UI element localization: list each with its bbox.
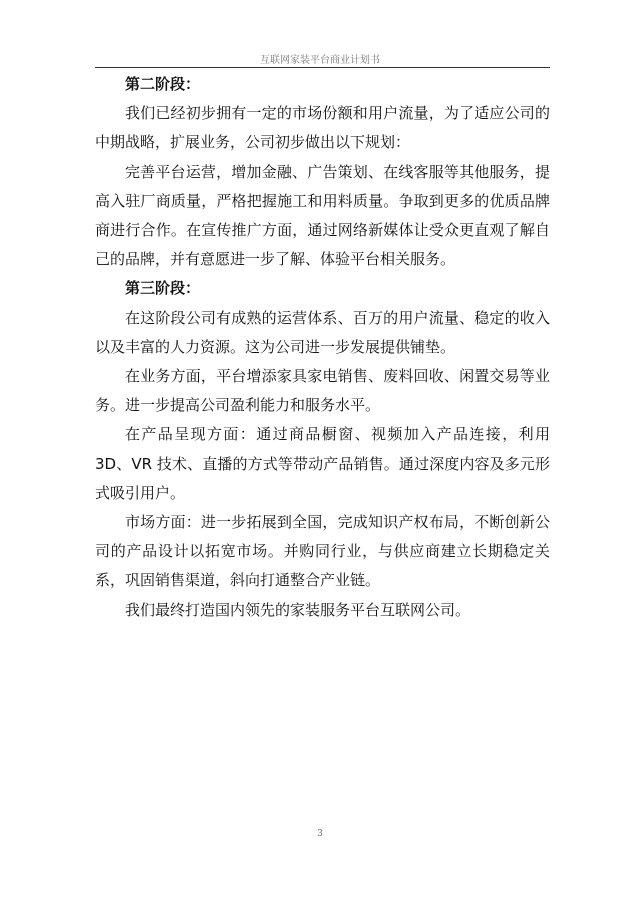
running-header: 互联网家装平台商业计划书: [260, 55, 380, 66]
section-heading-phase-2: 第二阶段：: [125, 75, 201, 93]
paragraph: 在业务方面，平台增添家具家电销售、废料回收、闲置交易等业务。进一步提高公司盈利能力和服务水平。: [95, 367, 550, 415]
paragraph: 完善平台运营，增加金融、广告策划、在线客服等其他服务，提高入驻厂商质量，严格把握施工和用料质量。争取到更多的优质品牌商进行合作。在宣传推广方面，通过网络新媒体让受众更直观了解自己的品牌，并有意愿进一步了解、体验平台相关服务。: [95, 162, 550, 269]
paragraph: 在产品呈现方面：通过商品橱窗、视频加入产品连接，利用 3D、VR 技术、直播的方式等带动产品销售。通过深度内容及多元形式吸引用户。: [95, 425, 550, 502]
header-divider: [95, 67, 550, 68]
paragraph: 我们已经初步拥有一定的市场份额和用户流量，为了适应公司的中期战略，扩展业务，公司初步做出以下规划：: [95, 104, 550, 152]
page-number: 3: [317, 829, 323, 839]
paragraph: 在这阶段公司有成熟的运营体系、百万的用户流量、稳定的收入以及丰富的人力资源。这为公司进一步发展提供铺垫。: [95, 308, 550, 356]
section-heading-phase-3: 第三阶段：: [125, 279, 201, 298]
paragraph: 市场方面：进一步拓展到全国，完成知识产权布局，不断创新公司的产品设计以拓宽市场。并购同行业，与供应商建立长期稳定关系，巩固销售渠道，斜向打通整合产业链。: [95, 513, 550, 590]
document-body: [95, 70, 550, 625]
paragraph: 我们最终打造国内领先的家装服务平台互联网公司。: [125, 600, 471, 619]
